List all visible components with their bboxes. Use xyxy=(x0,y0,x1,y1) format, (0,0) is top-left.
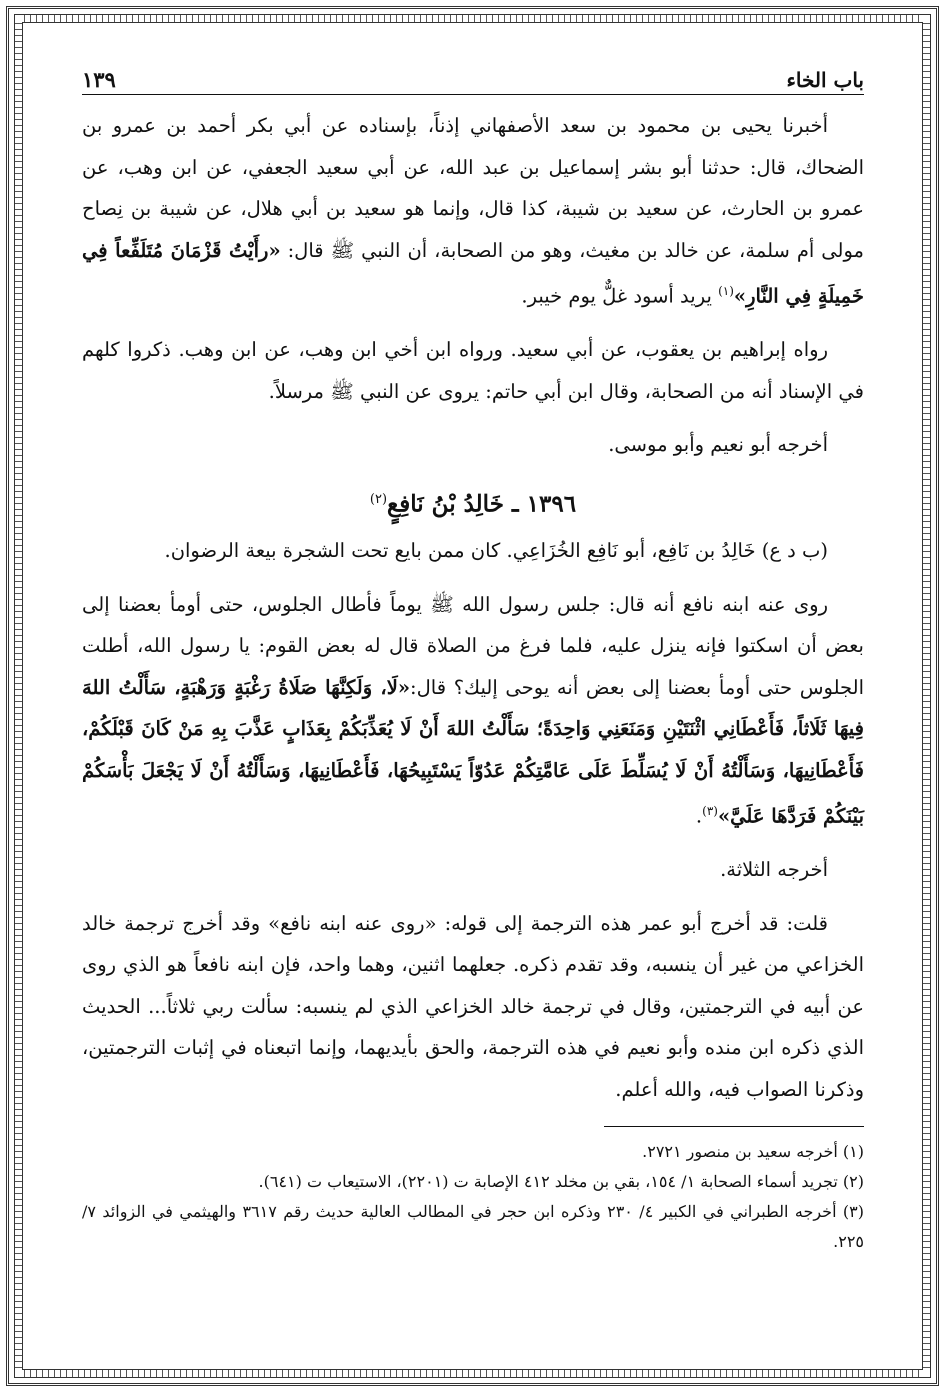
hadith-quote: «رأَيْتُ قَزْمَانَ مُتَلَفِّعاً فِي خَمِيلَةٍ فِي النَّارِ» xyxy=(82,238,864,308)
paragraph-entry-intro: (ب د ع) خَالِدُ بن نَافِع، أبو نَافِع الخُزَاعِي. كان ممن بايع تحت الشجرة بيعة الرضوان. xyxy=(164,539,828,563)
footnote-item: (٣) أخرجه الطبراني في الكبير ٤/ ٢٣٠ وذكره ابن حجر في المطالب العالية حديث رقم ٣٦١٧ والهيثمي في الزوائد ٧/ ٢٢٥. xyxy=(82,1202,865,1252)
footnote-item: (٢) تجريد أسماء الصحابة ١/ ١٥٤، بقي بن مخلد ٤١٢ الإصابة ت (٢٢٠١)، الاستيعاب ت (٦٤١). xyxy=(258,1172,864,1192)
book-page xyxy=(82,62,865,1252)
page-body xyxy=(82,105,864,1257)
running-header xyxy=(82,62,864,95)
paragraph-isnad: أخبرنا يحيى بن محمود بن سعد الأصفهاني إذناً، بإسناده عن أبي بكر أحمد بن عمرو بن الضحاك، قال: حدثنا أبو بشر إسماعيل بن عبد الله، عن أبي سعيد الجعفي، عن ابن وهب، عن عمرو بن الحارث، عن سعيد بن شيبة، كذا قال، وإنما هو سعيد بن أبي هلال، عن شيبة بن نِصاح مولى أم سلمة، عن خالد بن مغيث، وهو من الصحابة، أن النبي ﷺ قال: «رأَيْتُ قَزْمَانَ مُتَلَفِّعاً فِي خَمِيلَةٍ فِي النَّارِ»$^{(١)}$ يريد أسود غلٌّ يوم خيبر. xyxy=(82,114,865,308)
footnote-ref: (٣) xyxy=(702,804,718,819)
entry-title: ١٣٩٦ ـ خَالِدُ بْنُ نَافِعٍ$^{(٢)}$ xyxy=(369,490,577,518)
paragraph-takhrij: أخرجه أبو نعيم وأبو موسى. xyxy=(608,433,828,456)
paragraph-commentary: قلت: قد أخرج أبو عمر هذه الترجمة إلى قوله: «روى عنه ابنه نافع» وقد أخرج ترجمة خالد الخزاعي من غير أن ينسبه، وقد تقدم ذكره. جعلهما اثنين، وهما واحد، فإن ابنه نافعاً هو الذي روى عن أبيه في الترجمتين، وقال في ترجمة خالد الخزاعي الذي لم ينسبه: سألت ربي ثلاثاً... الحديث الذي ذكره ابن منده وأبو نعيم في هذه الترجمة، والحق بأيديهما، وإنما اتبعناه في إثبات الترجمتين، وذكرنا الصواب فيه، والله أعلم. xyxy=(82,911,864,1101)
footnote-ref: (٢) xyxy=(369,491,388,507)
footnotes xyxy=(82,1137,864,1257)
paragraph-hadith: روى عنه ابنه نافع أنه قال: جلس رسول الله ﷺ يوماً فأطال الجلوس، حتى أومأ بعضنا إلى بعض أن اسكتوا فإنه ينزل عليه، فلما فرغ من الصلاة قال له بعض القوم: يا رسول الله، أطلت الجلوس حتى أومأ بعضنا إلى بعض أنه يوحى إليك؟ قال:«لَا، وَلَكِنَّهَا صَلَاةُ رَغْبَةٍ وَرَهْبَةٍ، سَأَلْتُ اللهَ فِيهَا ثَلَاثاً، فَأَعْطَانِي اثْنَتَيْنِ وَمَنَعَنِي وَاحِدَةً؛ سَأَلْتُ اللهَ أَنْ لَا يُعَذِّبَكُمْ بِعَذَابٍ عَذَّبَ بِهِ مَنْ كَانَ قَبْلَكُمْ، فَأَعْطَانِيهَا، وَسَأَلْتُهُ أَنْ لَا يُسَلِّطَ عَلَى عَامَّتِكُمْ عَدُوّاً يَسْتَبِيحُهَا، فَأَعْطَانِيهَا، وَسَأَلْتُهُ أَنْ لَا يَجْعَلَ بَأْسَكُمْ بَيْنَكُمْ فَرَدَّهَا عَلَيَّ»$^{(٣)}$. xyxy=(82,592,864,828)
chapter-title: باب الخاء xyxy=(786,68,864,92)
footnote-separator xyxy=(604,1126,864,1127)
paragraph-narration: رواه إبراهيم بن يعقوب، عن أبي سعيد. ورواه ابن أخي ابن وهب، عن ابن وهب. ذكروا كلهم في الإسناد أنه من الصحابة، وقال ابن أبي حاتم: يروى عن النبي ﷺ مرسلاً. xyxy=(82,338,864,403)
page-number: ١٣٩ xyxy=(82,67,116,92)
footnote-item: (١) أخرجه سعيد بن منصور ٢٧٢١. xyxy=(642,1142,864,1162)
hadith-quote: «لَا، وَلَكِنَّهَا صَلَاةُ رَغْبَةٍ وَرَهْبَةٍ، سَأَلْتُ اللهَ فِيهَا ثَلَاثاً، فَأَعْطَانِي اثْنَتَيْنِ وَمَنَعَنِي وَاحِدَةً؛ سَأَلْتُ اللهَ أَنْ لَا يُعَذِّبَكُمْ بِعَذَابٍ عَذَّبَ بِهِ مَنْ كَانَ قَبْلَكُمْ، فَأَعْطَانِيهَا، وَسَأَلْتُهُ أَنْ لَا يُسَلِّطَ عَلَى عَامَّتِكُمْ عَدُوّاً يَسْتَبِيحُهَا، فَأَعْطَانِيهَا، وَسَأَلْتُهُ أَنْ لَا يَجْعَلَ بَأْسَكُمْ بَيْنَكُمْ فَرَدَّهَا عَلَيَّ» xyxy=(82,675,864,828)
footnote-ref: (١) xyxy=(718,284,734,298)
paragraph-takhrij: أخرجه الثلاثة. xyxy=(720,858,828,882)
